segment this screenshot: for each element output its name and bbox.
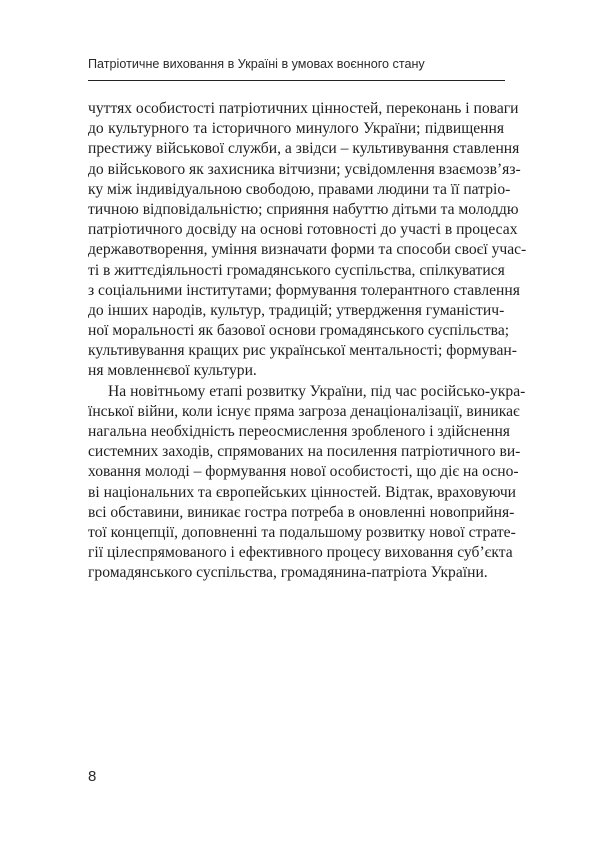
body-text [88,99,527,584]
text-line: чуттях особистості патріотичних цінностей, переконань і поваги [88,100,519,117]
text-line: ті в життєдіяльності громадянського суспільства, спілкуватися [88,261,505,279]
text-line: до культурного та історичного минулого України; підвищення [88,120,504,138]
text-line: гії цілеспрямованого і ефективного процесу виховання суб’єкта [88,544,513,562]
text-line: з соціальними інститутами; формування толерантного ставлення [88,281,520,299]
text-line: На новітньому етапі розвитку України, під час російсько-укра- [108,382,526,400]
page-number: 8 [88,768,97,785]
running-header: Патріотичне виховання в Україні в умовах воєнного стану [88,57,425,71]
text-line: системних заходів, спрямованих на посилення патріотичного ви- [88,443,521,461]
text-line: ної моральності як базової основи громадянського суспільства; [88,322,510,340]
text-line: їнської війни, коли існує пряма загроза денаціоналізації, виникає [88,402,520,420]
header-rule [88,80,505,81]
text-line: до військового як захисника вітчизни; усвідомлення взаємозв’яз- [88,160,521,178]
text-line: громадянського суспільства, громадянина-патріота України. [88,564,488,582]
text-line: престижу військової служби, а звідси – культивування ставлення [88,140,520,158]
text-line: патріотичного досвіду на основі готовності до участі в процесах [88,221,518,239]
paragraph-1 [88,99,527,382]
text-line: всі обставини, виникає гостра потреба в оновленні новоприйня- [88,503,515,521]
text-line: культивування кращих рис української ментальності; формуван- [88,342,517,360]
text-line: нагальна необхідність переосмислення зробленого і здійснення [88,423,510,440]
text-line: ку між індивідуальною свободою, правами людини та її патріо- [88,180,511,198]
text-line: до інших народів, культур, традицій; утвердження гуманістич- [88,301,505,319]
text-line: ві національних та європейських цінностей. Відтак, враховуючи [88,483,517,501]
text-line: тої концепції, доповненні та подальшому розвитку нової страте- [88,523,516,541]
paragraph-2 [88,382,526,584]
text-line: державотворення, уміння визначати форми та способи своєї учас- [88,241,527,259]
text-line: ня мовленнєвої культури. [88,362,257,380]
text-line: тичною відповідальністю; сприяння набуттю дітьми та молоддю [88,200,519,218]
text-line: ховання молоді – формування нової особистості, що діє на осно- [88,463,519,481]
